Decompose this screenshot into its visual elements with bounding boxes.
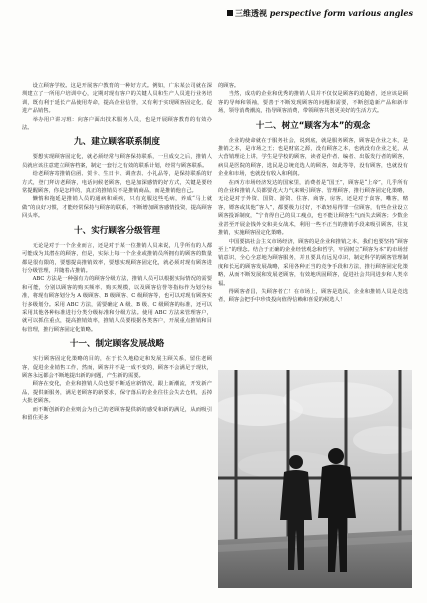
business-people-silhouette-photo [218,370,412,588]
page-header [227,8,413,19]
section-9-title: 九、建立顾客联系制度 [74,137,160,148]
header-title: 三维透视 [234,9,267,18]
opening-paragraph: 当然，成功的企业和优秀的推销人员并不仅仅是顾客的追随者，还应该是顾客的导师和领袖，要善于不断发现顾客的问题和需要，不断创造新产品和新市场，领导消费潮流，指导顾客消费，带领顾客共创更美好的生活方式。 [218,91,408,115]
section-12-title: 十二、树立“顾客为本”的观念 [255,120,371,131]
section-11-paragraph: 而不断创新的企业则会为自己的老顾客提供新的感受和新的满足，从而吸引和留住更多 [22,406,212,421]
section-11-title: 十一、制定顾客发展战略 [69,339,165,350]
section-10-paragraph: 无论是对于一个企业而言，还是对于某一位推销人员来说，几乎所有的人都可能成为其潜在的顾客，但是，实际上每一个企业或推销员所拥有的顾客的数量都是很有限的，要想提高推销效率，要想实现顾客固定化，就必须对现有顾客进行分级管理，并随着占推销。 [22,242,212,274]
section-11-paragraph: 实行顾客固定化策略的目的，在于长久地稳定和发展主顾关系，留住老顾客，促进企业销售工作，然而，顾客并不是一成不变的，顾客不会满足于现状，顾客永远都会不断地提出新的问题，产生新的需要。 [22,356,212,379]
section-10-title: 十、实行顾客分级管理 [74,225,160,236]
section-12-paragraph: 企业的使命就在于服务社会，说到底，就是服务顾客，顾客是企业之本，是推销之本，是市场之王；也是财富之源，没有顾客之本，也就没有企业之花，从大营销理论上讲，学生是学校的顾客，读者是作者、编者、出版发行者的顾客，病员是医院的顾客，选民是总统竞选人的顾客，如此等等，没有顾客，也就没有企业和市场，也就没有收入和利润。 [218,137,408,178]
intro-paragraph: 举办用户讲习班：向客户面出技术服务人员，也是开展顾客教育的有效办法。 [22,116,212,132]
header-square-icon [227,10,233,16]
section-9-paragraph: 给老顾客寄推销信函、贺卡、生日卡、调查表、小礼品等，是保持联系的好方式，登门拜访老顾客，电话问候老顾客，也是加深感情的好方式，关键是要经常提醒顾客，你是怎样的，真正的推销员不是推销商品，而是推销他自己。 [22,171,212,195]
right-column [218,82,408,305]
section-12-paragraph: 在西方市场经济发达的国家里，消费者是“国王”，顾客是“上帝”，几乎所有的企业和推销人员都要花大力气来吸引顾客、管理顾客，推行顾客固定化策略，无论是对于外资、国资、游资、住客、商客，房客，还是对于食客，嘞客，赌客，嫖客或其他“客人”，都要极力讨好，不敢轻易得罪一位顾客，有些企业设立顾客投诉制度，“宁肯得自己的员工瘦点，也不能让顾客生气而失去顾客；少数企业甚至开展金钱外交和美女战术，利用一些不正当的推销手段来吸引顾客，往复推销，实施顾客固定化策略。 [218,179,408,237]
section-10-paragraph: ABC 方法是一种强有力的顾客分级方法，推销人员可以根据实际情况的需要和可能，分别以顾客的购买频率、购买规模，以及顾客信誉等指标作为划分标准，将现有顾客划分为 A 级顾客、B 级顾客、C 级顾客等，也可以对现有顾客实行多级划分。采用 ABC 方法，需要确定 A 级、B 级、C 级顾客的标准，还可以采用其他各种标准进行分类分级标准和分级方法。使用 ABC 方法来管理客户，就可以抓住重点，提高推销效率，推销人员要根据各类客户，开展重点推销和目标管理，推行顾客固定化策略。 [22,276,212,333]
section-9-paragraph: 要想实现顾客固定化，就必须经常与顾客保持联系，一旦成交之后，推销人员就应该注意建立顾客档案，制定一套行之有效的联系计划，经常与顾客联系。 [22,154,212,169]
intro-paragraph: 设立顾客学校。这是开展客户教育的一种好方式。例如，广东某公司就在深圳建立了一所用户培训中心，定期对现有客户的关键人员和生产人员进行业务培训，既有利于延长产品使用寿命，提高企业信誉，又有利于实现顾客固定化，促进产品销售。 [22,83,212,115]
section-12-paragraph: 中国要搞社会主义市场经济，顾客的是企业和推销之本，我们也要坚持“顾客至上”的理念。结合于正确的企业经营观念和哲学，牢固树立“顾客为本”的市场营销意识，全心全意地为顾客服务，并且要具有远见卓识，制定科学的顾客管理制度和长远的顾客发展战略，采用各种正当的竞争手段和方法，推行顾客固定化策略，从而不断发展和发展老顾客，有效地巩固顾客，促进社会共同进步和人类幸福。 [218,238,408,287]
section-11-paragraph: 顾客在变化，企业和推销人员也要不断适应新情况，跟上新潮流，开发新产品，提供新服务，满足老顾客的新要求，保守落后的企业往往会失去仓机，丢掉大批老顾客。 [22,381,212,405]
photo-illustration [218,370,412,588]
header-subtitle: perspective form various angles [269,8,413,18]
left-column [22,82,212,422]
section-9-paragraph: 懒惰和拖延是推销人员的通病和顽疾，只有克服这些毛病，养成“马上就做”的良好习惯，才能经常保持与顾客的联系，不断增加顾客感情投资，提高顾客回头率。 [22,196,212,220]
section-12-paragraph: 得顾客者昌，失顾客者亡！在市场上，顾客是选民，企业和推销人员是竞选者，顾客会把手中珍贵投向值得信赖和喜爱的候选人！ [218,288,408,304]
opening-paragraph: 的顾客。 [218,83,240,89]
